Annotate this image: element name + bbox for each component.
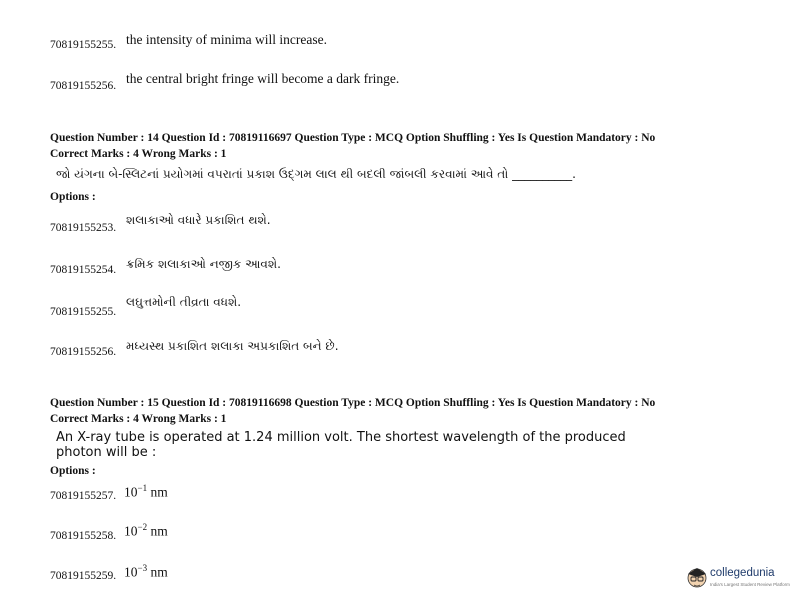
- logo-tagline: India's Largest Student Review Platform: [710, 582, 790, 587]
- option-text: $10^{-3}$ nm: [124, 563, 168, 580]
- mascot-icon: [686, 565, 708, 591]
- collegedunia-logo: [686, 563, 788, 593]
- question-text: જો યંગના બે-સ્લિટનાં પ્રયોગમાં વપરાતાં પ્રકાશ ઉદ્ગમ લાલ થી બદલી જાંબલી કરવામાં આવે તો __________.: [56, 167, 576, 181]
- option-id: 70819155255.: [50, 306, 117, 318]
- option-id: 70819155257.: [50, 490, 117, 502]
- question-text-line1: An X-ray tube is operated at 1.24 million volt. The shortest wavelength of the produced: [56, 430, 626, 445]
- option-text: શલાકાઓ વધારે પ્રકાશિત થશે.: [126, 213, 271, 227]
- option-text: લઘુત્તમોની તીવ્રતા વધશે.: [126, 295, 242, 309]
- question-header: Question Number : 14 Question Id : 70819116697 Question Type : MCQ Option Shuffling : Yes Is Question Mandatory : No: [50, 132, 656, 144]
- option-text: મધ્યસ્થ પ્રકાશિત શલાકા અપ્રકાશિત બને છે.: [126, 339, 339, 353]
- option-id: 70819155256.: [50, 80, 117, 92]
- option-id: 70819155256.: [50, 346, 117, 358]
- option-text: ક્રમિક શલાકાઓ નજીક આવશે.: [126, 257, 281, 271]
- option-text: $10^{-2}$ nm: [124, 522, 168, 539]
- option-id: 70819155259.: [50, 570, 117, 582]
- option-id: 70819155253.: [50, 222, 117, 234]
- option-text: $10^{-1}$ nm: [124, 483, 168, 500]
- option-text: the intensity of minima will increase.: [126, 32, 327, 47]
- option-id: 70819155255.: [50, 39, 117, 51]
- marks-line: Correct Marks : 4 Wrong Marks : 1: [50, 413, 227, 425]
- option-id: 70819155258.: [50, 530, 117, 542]
- options-label: Options :: [50, 191, 96, 203]
- question-header: Question Number : 15 Question Id : 70819116698 Question Type : MCQ Option Shuffling : Yes Is Question Mandatory : No: [50, 397, 656, 409]
- marks-line: Correct Marks : 4 Wrong Marks : 1: [50, 148, 227, 160]
- options-label: Options :: [50, 465, 96, 477]
- option-text: the central bright fringe will become a dark fringe.: [126, 71, 400, 86]
- option-id: 70819155254.: [50, 264, 117, 276]
- logo-name: collegedunia: [710, 567, 775, 579]
- question-text-line2: photon will be :: [56, 445, 157, 460]
